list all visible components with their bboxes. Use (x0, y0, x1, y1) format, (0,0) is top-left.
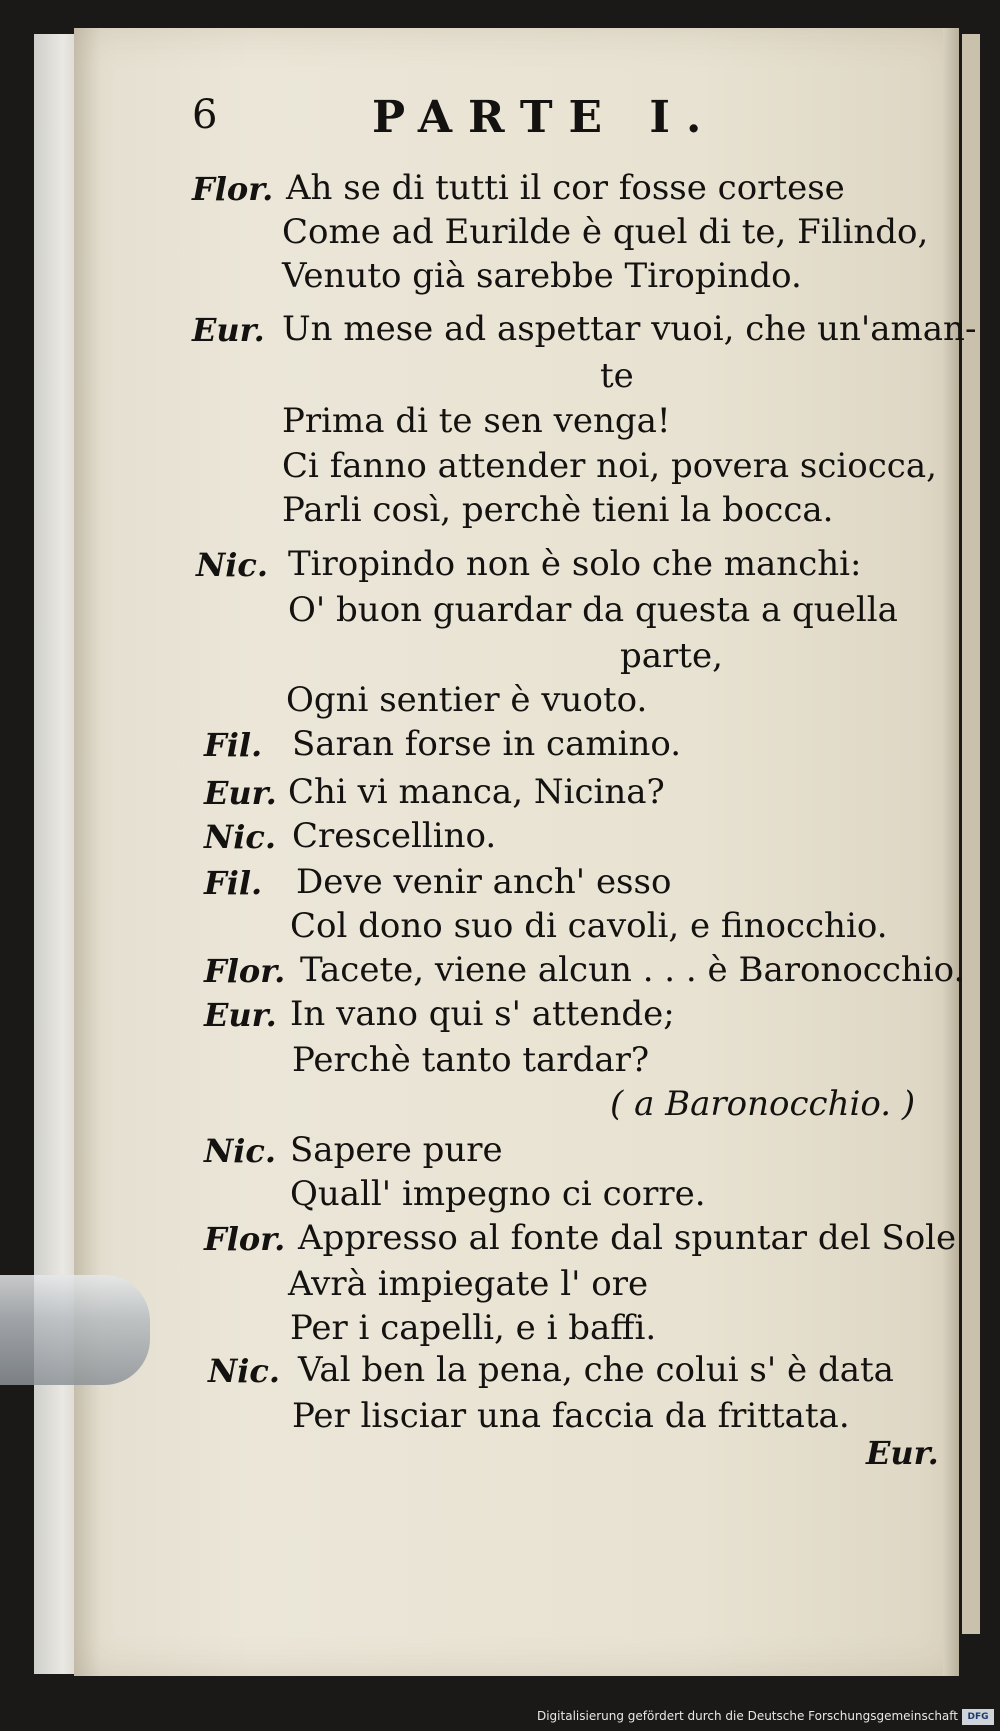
verse-line: Sapere pure (290, 1130, 503, 1170)
verse-line: Val ben la pena, che colui s' è data (298, 1350, 894, 1390)
speaker-label: Nic. (208, 1352, 281, 1390)
speaker-label: Fil. (204, 726, 263, 764)
verse-line: Tiropindo non è solo che manchi: (288, 544, 862, 584)
verse-line: Saran forse in camino. (292, 724, 682, 764)
verse-line: Ogni sentier è vuoto. (286, 680, 648, 720)
speaker-label: Nic. (196, 546, 269, 584)
verse-line: Quall' impegno ci corre. (290, 1174, 706, 1214)
verse-line: Ah se di tutti il cor fosse cortese (286, 168, 845, 208)
verse-line: Un mese ad aspettar vuoi, che un'aman- (282, 309, 977, 349)
speaker-label: Fil. (204, 864, 263, 902)
verse-line: Venuto già sarebbe Tiropindo. (282, 256, 802, 296)
running-head: PARTE I. (372, 92, 718, 143)
verse-line-turnover: te (600, 356, 634, 396)
next-page-edge (962, 34, 980, 1634)
stage-direction: ( a Baronocchio. ) (610, 1084, 916, 1124)
dfg-logo: DFG (962, 1709, 994, 1725)
page-gutter-shadow (943, 28, 959, 1676)
verse-line: Col dono suo di cavoli, e finocchio. (290, 906, 888, 946)
speaker-label: Eur. (192, 311, 265, 349)
speaker-label: Nic. (204, 1132, 277, 1170)
page-number: 6 (192, 92, 218, 138)
verse-line: Ci fanno attender noi, povera sciocca, (282, 446, 937, 486)
speaker-label: Flor. (204, 1220, 286, 1258)
verse-line: Appresso al fonte dal spuntar del Sole (298, 1218, 957, 1258)
verse-line: Perchè tanto tardar? (292, 1040, 650, 1080)
digitization-credit: Digitalisierung gefördert durch die Deutsche Forschungsgemeinschaft (536, 1709, 958, 1723)
verse-line-turnover: parte, (620, 636, 723, 676)
speaker-label: Flor. (192, 170, 274, 208)
verse-line: Parli così, perchè tieni la bocca. (282, 490, 834, 530)
speaker-label: Eur. (204, 774, 277, 812)
verse-line: Per i capelli, e i baffi. (290, 1308, 657, 1348)
speaker-label: Eur. (204, 996, 277, 1034)
verse-line: Come ad Eurilde è quel di te, Filindo, (282, 212, 929, 252)
verse-line: Prima di te sen venga! (282, 401, 671, 441)
catchword: Eur. (866, 1434, 939, 1472)
verse-line: Crescellino. (292, 816, 497, 856)
speaker-label: Nic. (204, 818, 277, 856)
verse-line: O' buon guardar da questa a quella (288, 590, 898, 630)
verse-line: Deve venir anch' esso (296, 862, 672, 902)
verse-line: Avrà impiegate l' ore (288, 1264, 649, 1304)
verse-line: Chi vi manca, Nicina? (288, 772, 665, 812)
verse-line: Per lisciar una faccia da frittata. (292, 1396, 850, 1436)
verse-line: Tacete, viene alcun . . . è Baronocchio. (300, 950, 965, 990)
verse-line: In vano qui s' attende; (290, 994, 675, 1034)
speaker-label: Flor. (204, 952, 286, 990)
page-holder-clip (0, 1275, 150, 1385)
